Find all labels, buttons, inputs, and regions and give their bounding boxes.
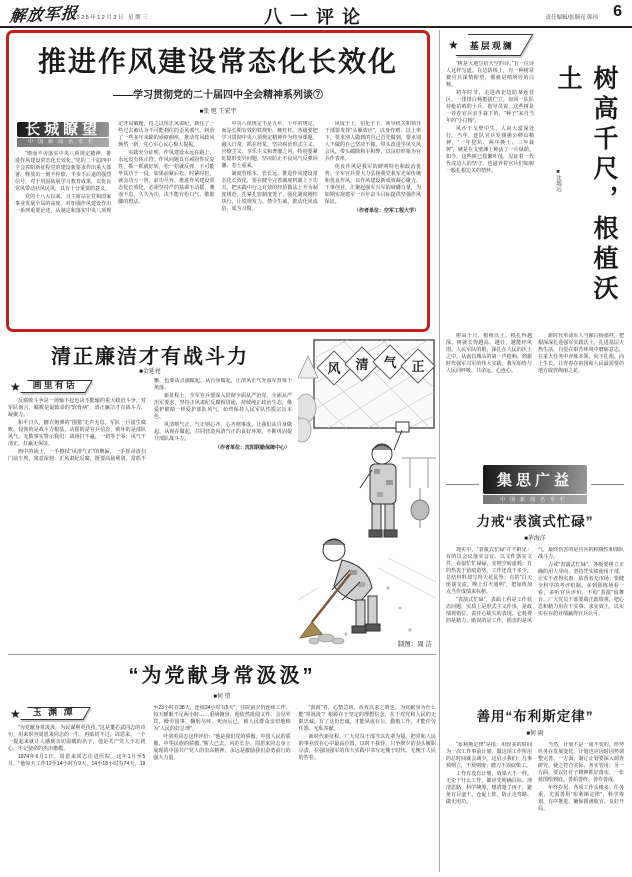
column-logo-title: 长城瞭望 — [17, 122, 109, 137]
star-icon: ★ — [448, 38, 459, 52]
middle-byline: ■金延亮 — [139, 369, 161, 375]
bottom-article — [8, 654, 436, 872]
rule-left — [446, 484, 479, 485]
biaoyan-byline: ■茅海洋 — [524, 536, 546, 542]
section-title: 八一评论 — [264, 7, 368, 27]
cartoon-svg — [298, 338, 436, 648]
lantern — [411, 488, 429, 528]
lead-headline: 推进作风建设常态化长效化 — [37, 46, 398, 77]
soldier-sweeping — [323, 539, 380, 633]
column-logo-title: 集思广益 — [483, 465, 587, 494]
page-header — [0, 0, 632, 28]
column-head-frame: 玉 渊 潭 — [20, 707, 91, 720]
bottom-byline: ■何 望 — [213, 694, 231, 700]
cartoon-credit: 制图：周 洁 — [397, 641, 432, 648]
shugao-bottom-columns: 树高千尺，根植沃土。根扎得越深，树就长得越高、越壮，越能经风雨。人民军队的根，深扎在人民的沃土之中。从南昌城头的第一声枪响，到新时代强军兴军的伟大实践，我军始终与人民同呼吸、共命运、心连心。 新时代革命军人当像白杨那样，把根深深扎进强军实践沃土，扎进基层火热生活，自觉在艰苦环境中磨砺意志，在重大任务中淬炼本领，向下扎根、向上生长，让青春在祖国和人民最需要的地方绽放绚丽之花。 — [446, 333, 624, 374]
bulisi-body: “布利斯定律”是指：用较多的时间为一次工作事前计划，做这项工作所用的总时间就会减少。这启示我们：凡事预则立，不预则废；磨刀不误砍柴工。 工作有没有计划，效果大不一样。无论干什么工作，都应先明确目标、理清思路、科学统筹，想清楚了再干，避免盲目蛮干、仓促上阵，防止走弯路、做无用功。 当然，计划不是一成不变的。形势任务在发展变化，计划也应因时因势调整完善。一方面，制订计划要深入调查研究，使之符合实际、务实管用；另一方面，要以钉钉子精神抓好落实，一张蓝图绘到底，善始善终、善作善成。 年终岁尾，各项工作头绪多、任务重，尤需善用“布利斯定律”，科学筹划、有序推进，确保圆满收官、良好开局。 — [446, 742, 624, 812]
board-char-zheng: 正 — [411, 359, 425, 374]
column-head-frame: 画里有话 — [20, 380, 93, 393]
column-logo-subtitle: 中国新闻名专栏 — [17, 138, 109, 147]
middle-article — [8, 340, 436, 650]
column-logo-subtitle: 中国新闻名专栏 — [483, 495, 587, 504]
column-head-hualiyouhua — [10, 380, 146, 393]
bottom-body — [8, 705, 436, 873]
board-char-feng: 风 — [327, 361, 341, 376]
page-number: 6 — [613, 3, 622, 20]
column-logo-changcheng — [17, 122, 109, 147]
middle-author-unit: （作者单位：沈阳联勤保障中心） — [214, 445, 290, 451]
column-logo-jisiguangyi — [483, 465, 587, 504]
column-head-yuyuantan — [10, 707, 145, 720]
issue-date: 2025年12月3日 星期三 — [72, 15, 149, 21]
bulisi-byline: ■何 雨 — [526, 731, 544, 737]
editors-credit: 责任编辑/张顺亮 韩玮 — [545, 15, 598, 21]
jisi-logo-row — [446, 465, 624, 504]
star-icon: ★ — [10, 706, 21, 721]
cartoon-illustration — [298, 338, 436, 648]
vertical-divider — [439, 30, 440, 872]
broom — [300, 574, 350, 638]
lead-body — [15, 121, 421, 329]
rule-right — [591, 484, 624, 485]
bulisi-headline: 善用“布利斯定律” — [476, 709, 594, 724]
middle-body — [8, 378, 292, 646]
column-head-jicengguanlan — [448, 34, 624, 56]
board-char-qing: 清 — [355, 357, 369, 372]
soldier-wiping — [360, 422, 409, 537]
shugao-left-column: “树是大地写给天空的诗。”有一位诗人这样写道。在边防线上，有一种树常被官兵深情仰望，那就是哨所旁的白杨。 初冬时节，走进西北边防某连营区，一排排白杨挺拔伫立，如同一队队持枪站哨的士兵。指导员说，这些树是一茬茬官兵亲手栽下的，“种子”来自当年的“小白杨”。 风沙于戈壁中生，人向大漠深处行。当年，连队官兵发扬愚公移山精神，“一年挖坑、两年换土、三年栽树”，硬是在戈壁滩上种活了一片绿荫。如今，这些树已枝繁叶茂，见证着一代代戍边人的坚守，也滋养着官兵们如树一般扎根边关的情怀。 — [446, 61, 534, 174]
sidebar-article-shugao — [446, 61, 624, 327]
lead-article — [6, 30, 430, 332]
shugao-vertical-title: 树高千尺，根植沃土 — [554, 65, 617, 305]
lead-subtitle: ——学习贯彻党的二十届四中全会精神系列谈⑦ — [113, 90, 323, 101]
lead-paragraphs: “锲而不舍落实中央八项规定精神，推进作风建设常态化长效化。”党的二十届四中全会着眼新征程党的建设新要求作出重大部署，释放出一刻不停歇、半步不后退的强烈信号，对于巩固拓展学习教育成果，以优良党风带动社风民风，具有十分重要的意义。 党的十八大以来，习主席站在党和国家事业发展全局的高度，对加强作风建设作出一系列重要论述，从制定和落实中央八项规定开局破题，持之以恒正风肃纪，刹住了一些过去被认为不可能刹住的歪风邪气，纠治了一些多年未除的顽瘴痼疾，推动党风政风焕然一新，党心军心民心极大提振。 实践充分证明，作风建设永远在路上，永远没有休止符。作风问题具有顽固性反复性，抓一抓就好转，松一松就反弹，不可能毕其功于一役。如果前紧后松、时紧时松，就会功亏一篑、前功尽弃。推进作风建设常态化长效化，必须坚持严的基调不动摇，驰而不息、久久为功，决不能有松口气、歇歇脚的想法。 中央八项规定不是五年、十年的规定，而是长期有效的铁规矩、硬杠杠。各级要把学习贯彻中央八项规定精神作为终身课题，融入日常、抓在经常，坚决纠治形式主义、官僚主义、享乐主义和奢靡之风，特别要紧盯隐形变异问题，坚决防止不良风气反弹回潮、卷土重来。 制度管根本、管长远。推进作风建设常态化长效化，要在健全完善制度机制上下功夫，把实践中行之有效的经验做法上升为制度规范，扎紧扎密制度笼子，强化制度刚性执行，让铁规发力、禁令生威，推动化风成俗、成为习惯。 风成于上，俗化于下。领导机关和领导干部要发挥“头雁效应”，以身作则、以上率下，要求别人做到的自己首先做到，要求别人不做的自己坚决不做，带头改进学风文风会风，带头破除和平积弊，以良好形象为官兵作表率。 优良作风是我军的鲜明特色和政治优势。全军官兵要大力弘扬我党我军光荣传统和优良作风，以作风建设新成效凝心聚力、干事创业，汇聚起强军兴军的磅礴力量，为如期实现建军一百年奋斗目标提供坚强作风保证。 — [15, 121, 421, 214]
middle-paragraphs: 反腐败斗争是一场输不起也决不能输的重大政治斗争。对军队而言，腐败是最致命的“软骨病”，清正廉洁才有战斗力、凝聚力。 和平日久，糖衣炮弹的“围猎”无声无息。军队一旦滋生腐败，侵蚀的是战斗力根基，动摇的是官兵信念，败坏的是部队风气。无数事实警示我们：战场打不赢，一切等于零；风气不清正，打赢无保证。 画中的战士，一手擦拭“风清气正”的牌匾，一手挥帚清扫门前尘埃，寓意深刻：正风肃纪反腐，既要高悬利剑、常抓不懈，也要从点滴做起、从自身做起，让清风正气充盈军营每个角落。 新征程上，全军官兵要深入贯彻全面从严治党、全面从严治军要求，坚持正风肃纪反腐相贯通，持续纯正政治生态，像爱护眼睛一样爱护部队风气，始终保持人民军队性质宗旨本色。 风清则气正，气正则心齐，心齐则事成。让我们从自身做起、从现在做起，共同营造风清气正的良好环境，不断巩固提升部队战斗力。 — [8, 378, 292, 462]
masthead-logo: 解放军报 — [8, 5, 79, 26]
biaoyan-body: 现实中，“表演式忙碌”并不鲜见：有的以会议落实会议、以文件落实文件，看似忙忙碌碌，实则空转虚耗；有的热衷于留痕造势，工作还没干多少，总结材料却写得天花乱坠；有的“白天座谈交流、晚上灯火通明”，把加班加点当作成绩来标榜。 “表演式忙碌”，表面上看是工作状态问题，实质上是形式主义作祟，是政绩观错位、责任心缺失的表现。它耗费的是精力，贻误的是工作，损害的是风气，最终伤害的是官兵的积极性和部队战斗力。 力戒“表演式忙碌”，各级要树立正确的用人导向，坚持凭实绩使用干部，让实干者得实惠、钻营者无市场；要健全科学的考评机制，多到训练场看一看，多听官兵评价，不给“表演”留舞台。广大党员干部要端正政绩观，把心思和精力用在干实事、求实效上，以实实在在的业绩赢得官兵认可。 — [446, 547, 624, 624]
middle-headline: 清正廉洁才有战斗力 — [51, 346, 249, 368]
bottom-paragraphs: “为党献身常汲汲，为民谋利更孜孜。”这是董必武同志的诗句，用来形容周恩来同志的一生，再贴切不过。周恩来，一个一提起来就让人感到亲切温暖的名字，他是共产党人不忘初心、牢记使命的杰出楷模。 1974年6月1日，周恩来同志住进医院。这年1月至5月，“他每天工作12至14小时有9天，14至18小时有74天，19至23小时有38天，连续24小时有5天”，住院前夕仍连续工作，每天睡眠不足两小时……重病缠身，他依然批阅文件、会见外宾、操劳国事，鞠躬尽瘁，死而后已，被人民群众亲切地称为“人民的好总理”。 叶剑英同志这样评价：“他是我们党的骄傲，中国人民的骄傲，中华民族的骄傲。”斯人已去，风范长存。周恩来同志身上展现的中国共产党人的崇高精神，永远是激励我们奋勇前行的强大力量。 “汲汲”者，心情急切、孜孜以求之谓也。为党献身为什么能“常汲汲”？根源在于坚定的理想信念，在于对党和人民的无限忠诚。有了这份忠诚，才能夙夜在公、勤勉工作，才能任劳任怨、无私奉献。 新时代新征程，广大党员干部当以先辈为镜，把党和人民的事业放在心中最高位置，以时不我待、只争朝夕的劲头履职尽责，在强国强军的伟大实践中书写无愧于时代、无愧于人民的答卷。 — [8, 705, 436, 767]
board-char-qi: 气 — [383, 355, 397, 370]
sidebar — [446, 32, 624, 872]
spacer — [446, 693, 624, 701]
star-icon: ★ — [10, 379, 21, 394]
lead-author-unit: （作者单位：空军工程大学） — [353, 208, 419, 214]
shugao-byline: ■沈瑞远 — [555, 169, 561, 192]
biaoyan-headline: 力戒“表演式忙碌” — [476, 514, 594, 529]
lead-byline: ■张 旭 王宏宇 — [199, 109, 237, 115]
bottom-headline: “为党献身常汲汲” — [128, 665, 316, 687]
column-head-frame: 基层观澜 — [455, 34, 533, 56]
